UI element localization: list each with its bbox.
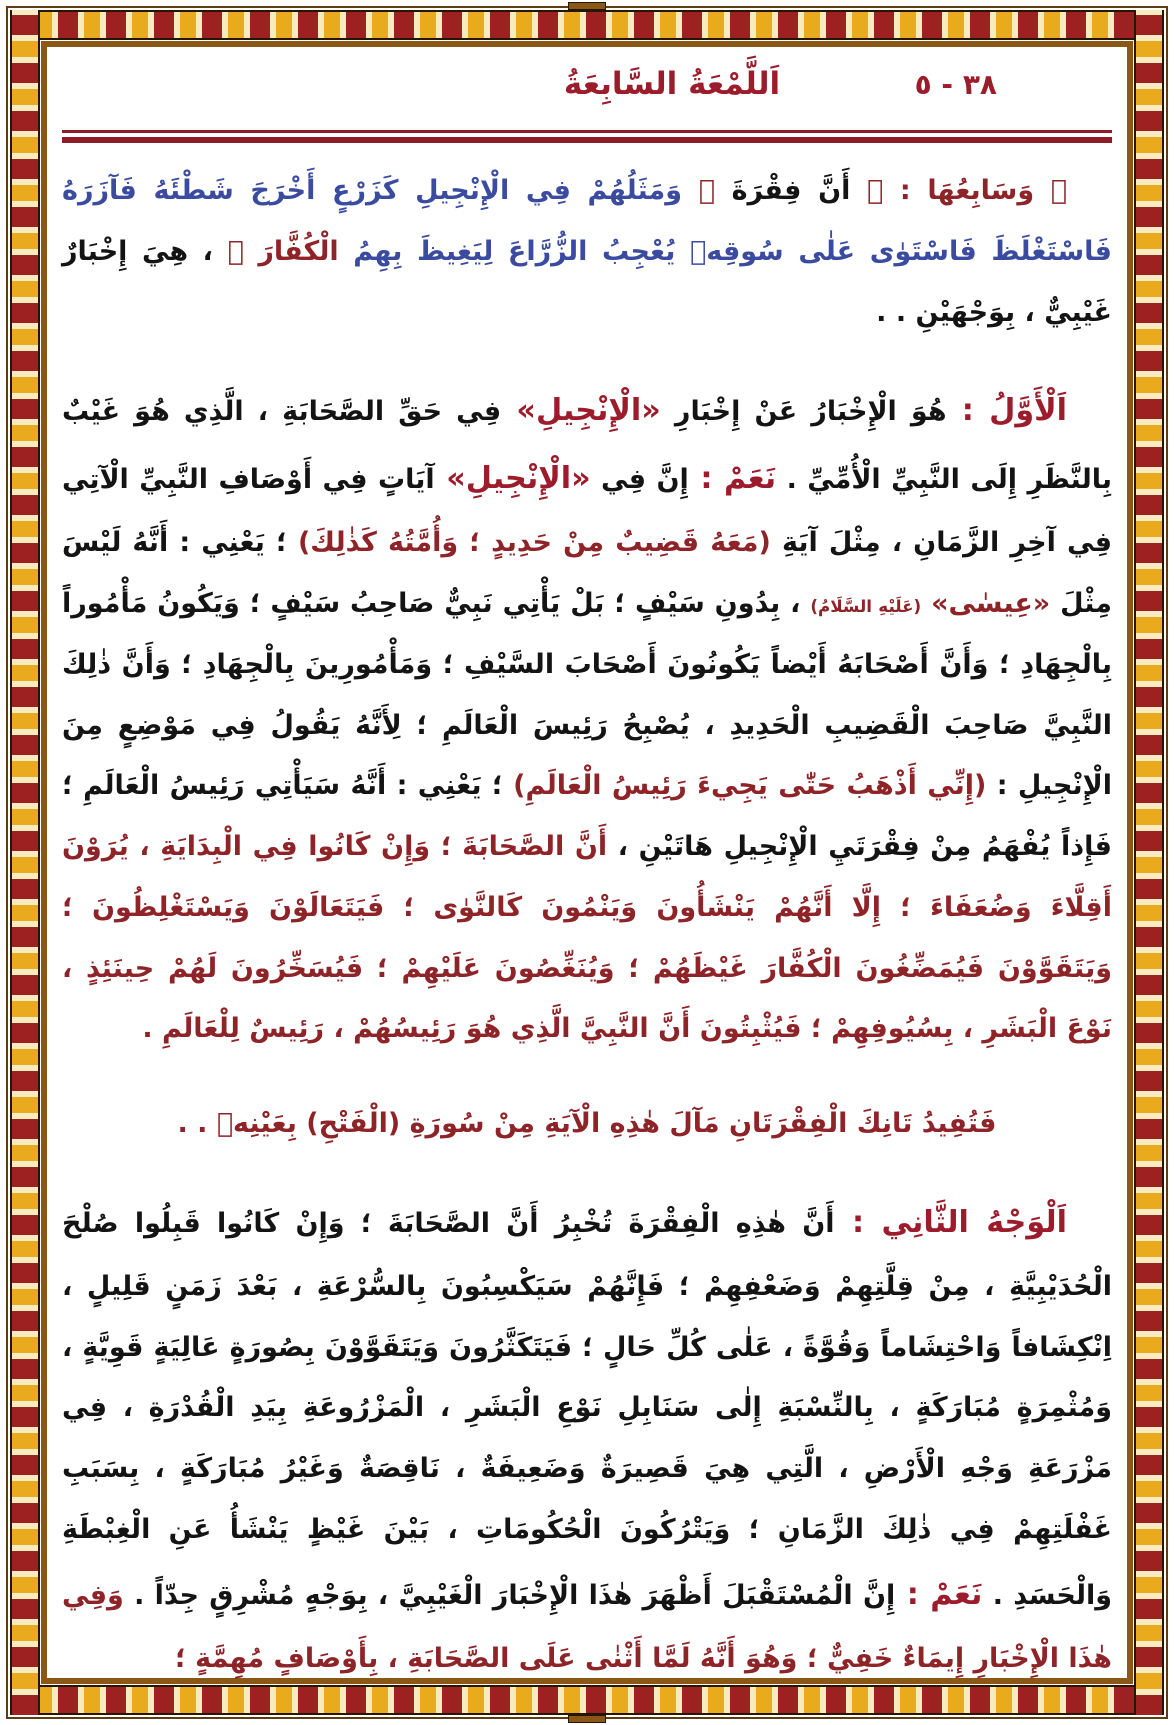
text-run-red: فَتُفِيدُ تَانِكَ الْفِقْرَتَانِ مَآلَ هٰذِهِ الْآيَةِ مِنْ سُورَةِ (الْفَتْحِ) بِعَيْنِهٖ . . [177,1108,997,1140]
page-number: ٣٨ - ٥ [914,68,997,101]
text-run-red: ﴿ وَسَابِعُهَا : ﴾ [850,175,1067,206]
text-run-red-lg: نَعَمْ : [688,461,777,497]
text-run-red: الْكُفَّارَ ﴾ [227,235,339,267]
text-run-black: ؛ يَعْنِي : أَنَّهُ سَيَأْتِي رَئِيسُ الْعَالَمِ ؛ فَإِذاً يُفْهَمُ مِنْ فِقْرَتَيِ الْإِنْجِيلِ هَاتَيْنِ ، [62,770,1112,863]
body-paragraphs [62,161,1112,1689]
page-title: اَللَّمْعَةُ السَّابِعَةُ [563,66,781,102]
text-run-black: آيَاتٍ فِي أَوْصَافِ النَّبِيِّ الْآتِي فِي آخِرِ الزَّمَانِ ، مِثْلَ آيَةِ [62,464,1112,559]
page-content [62,58,1112,1673]
border-braid-right [1134,10,1164,1715]
text-run-black: أَنَّ فِقْرَةَ [714,175,851,206]
text-run-red-lg: اَلْأَوَّلُ : [946,393,1068,429]
text-run-black: أَنَّ هٰذِهِ الْفِقْرَةَ تُخْبِرُ أَنَّ الصَّحَابَةَ ؛ وَإِنْ كَانُوا قَبِلُوا صُلْحَ الْحُدَيْبِيَّةِ ، مِنْ قِلَّتِهِمْ وَضَعْفِهِمْ ؛ فَإِنَّهُمْ سَيَكْسِبُونَ بِالسُّرْعَةِ ، بَعْدَ زَمَنٍ قَلِيلٍ ، اِنْكِشَافاً وَاحْتِشَاماً وَقُوَّةً ، عَلٰى كُلِّ حَالٍ ؛ فَيَتَكَثَّرُونَ وَيَتَقَوَّوْنَ بِصُورَةٍ عَالِيَةٍ قَوِيَّةٍ ، وَمُثْمِرَةٍ مُبَارَكَةٍ ، بِالنِّسْبَةِ إِلٰى سَنَابِلِ نَوْعِ الْبَشَرِ ، الْمَزْرُوعَةِ بِيَدِ الْقُدْرَةِ ، فِي مَزْرَعَةِ وَجْهِ الْأَرْضِ ، الَّتِي هِيَ قَصِيرَةٌ وَضَعِيفَةٌ ، نَاقِصَةٌ وَغَيْرُ مُبَارَكَةٍ ، بِسَبَبِ غَفْلَتِهِمْ فِي ذٰلِكَ الزَّمَانِ ؛ وَيَتْرُكُونَ الْحُكُومَاتِ ، بَيْنَ غَيْظٍ يَنْشَأُ عَنِ الْغِبْطَةِ وَالْحَسَدِ . [62,1207,1113,1611]
paragraph-conclusion-line [62,1094,1112,1155]
paragraph-first-aspect [62,377,1112,1060]
text-run-black: إِنَّ الْمُسْتَقْبَلَ أَظْهَرَ هٰذَا الْإِخْبَارَ الْغَيْبِيَّ ، بِوَجْهٍ مُشْرِقٍ جِدّاً . [123,1579,896,1611]
text-run-red: أَنَّ الصَّحَابَةَ ؛ وَإِنْ كَانُوا فِي الْبِدَايَةِ ، يُرَوْنَ أَقِلَّاءَ وَضُعَفَاءَ ؛ إِلَّا أَنَّهُمْ يَنْشَأُونَ وَيَنْمُونَ كَالنَّوٰى ؛ فَيَتَعَالَوْنَ وَيَسْتَغْلِظُونَ ؛ وَيَتَقَوَّوْنَ فَيُمَضِّغُونَ الْكُفَّارَ غَيْظَهُمْ ؛ وَيُنَغِّصُونَ عَلَيْهِمْ ؛ فَيُسَخِّرُونَ لَهُمْ حِينَئِذٍ ، نَوْعَ الْبَشَرِ ، بِسُيُوفِهِمْ ؛ فَيُثْبِتُونَ أَنَّ النَّبِيَّ الَّذِي هُوَ رَئِيسُهُمْ ، رَئِيسٌ لِلْعَالَمِ . [62,831,1112,1045]
text-run-black: ، بِدُونِ سَيْفٍ ؛ بَلْ يَأْتِي نَبِيٌّ صَاحِبُ سَيْفٍ ؛ وَيَكُونُ مَأْمُوراً بِالْجِهَادِ ؛ وَأَنَّ أَصْحَابَهُ أَيْضاً يَكُونُونَ أَصْحَابَ السَّيْفِ ؛ وَمَأْمُورِينَ بِالْجِهَادِ ؛ وَأَنَّ ذٰلِكَ النَّبِيَّ صَاحِبَ الْقَضِيبِ الْحَدِيدِ ، يُصْبِحُ رَئِيسَ الْعَالَمِ ؛ لِأَنَّهُ يَقُولُ فِي مَوْضِعٍ مِنَ الْإِنْجِيلِ : [62,588,1112,802]
text-run-black: إِنَّ فِي [590,464,689,496]
text-run-black: ؛ يَعْنِي : أَنَّهُ لَيْسَ مِثْلَ [62,527,1112,620]
text-run-red: ﴿ [682,175,715,206]
border-ornament-top [568,2,606,10]
text-run-red: (مَعَهُ قَضِيبٌ مِنْ حَدِيدٍ ؛ وَأُمَّتُهُ كَذٰلِكَ) [297,527,771,559]
text-run-red: (إِنِّي أَذْهَبُ حَتّٰى يَجِيءَ رَئِيسُ الْعَالَمِ) [513,770,987,802]
text-run-red: «عِيسٰى» [921,588,1051,620]
text-run-red-lg: «الْإِنْجِيلِ» [501,393,661,429]
border-braid-bottom [10,1685,1164,1715]
paragraph-opening [62,161,1112,343]
text-run-black: هُوَ الْإِخْبَارُ عَنْ إِخْبَارِ [660,396,947,428]
border-braid-top [10,10,1164,40]
text-run-red-lg: نَعَمْ : [895,1576,983,1612]
text-run-blue: وَمَثَلُهُمْ فِي الْإِنْجِيلِ كَزَرْعٍ أَخْرَجَ شَطْئَهُ فَآزَرَهُ فَاسْتَغْلَظَ فَاسْتَوٰى عَلٰى سُوقِهٖ يُعْجِبُ الزُّرَّاعَ لِيَغِيظَ بِهِمُ [62,175,1112,267]
header-double-rule [62,130,1112,143]
paragraph-second-aspect [62,1189,1112,1690]
border-ornament-bottom [568,1715,606,1723]
text-run-black: ، هِيَ إِخْبَارٌ غَيْبِيٌّ ، بِوَجْهَيْنِ . . [62,235,1112,328]
text-run-red-lg: اَلْوَجْهُ الثَّانِي : [834,1204,1067,1240]
text-run-red: وَفِي هٰذَا الْإِخْبَارِ إِيمَاءٌ خَفِيٌّ ؛ وَهُوَ أَنَّهُ لَمَّا أَثْنٰى عَلَى الصَّحَابَةِ ، بِأَوْصَافٍ مُهِمَّةٍ ؛ [62,1579,1112,1674]
text-run-red-small: (عَلَيْهِ السَّلَامُ) [810,596,922,617]
text-run-red-lg: «الْإِنْجِيلِ» [434,461,591,497]
page-header [62,58,1112,124]
border-braid-left [10,10,40,1715]
text-run-black: فِي حَقِّ الصَّحَابَةِ ، الَّذِي هُوَ غَيْبٌ بِالنَّظَرِ إِلَى النَّبِيِّ الْأُمِّيِّ . [62,396,1112,496]
